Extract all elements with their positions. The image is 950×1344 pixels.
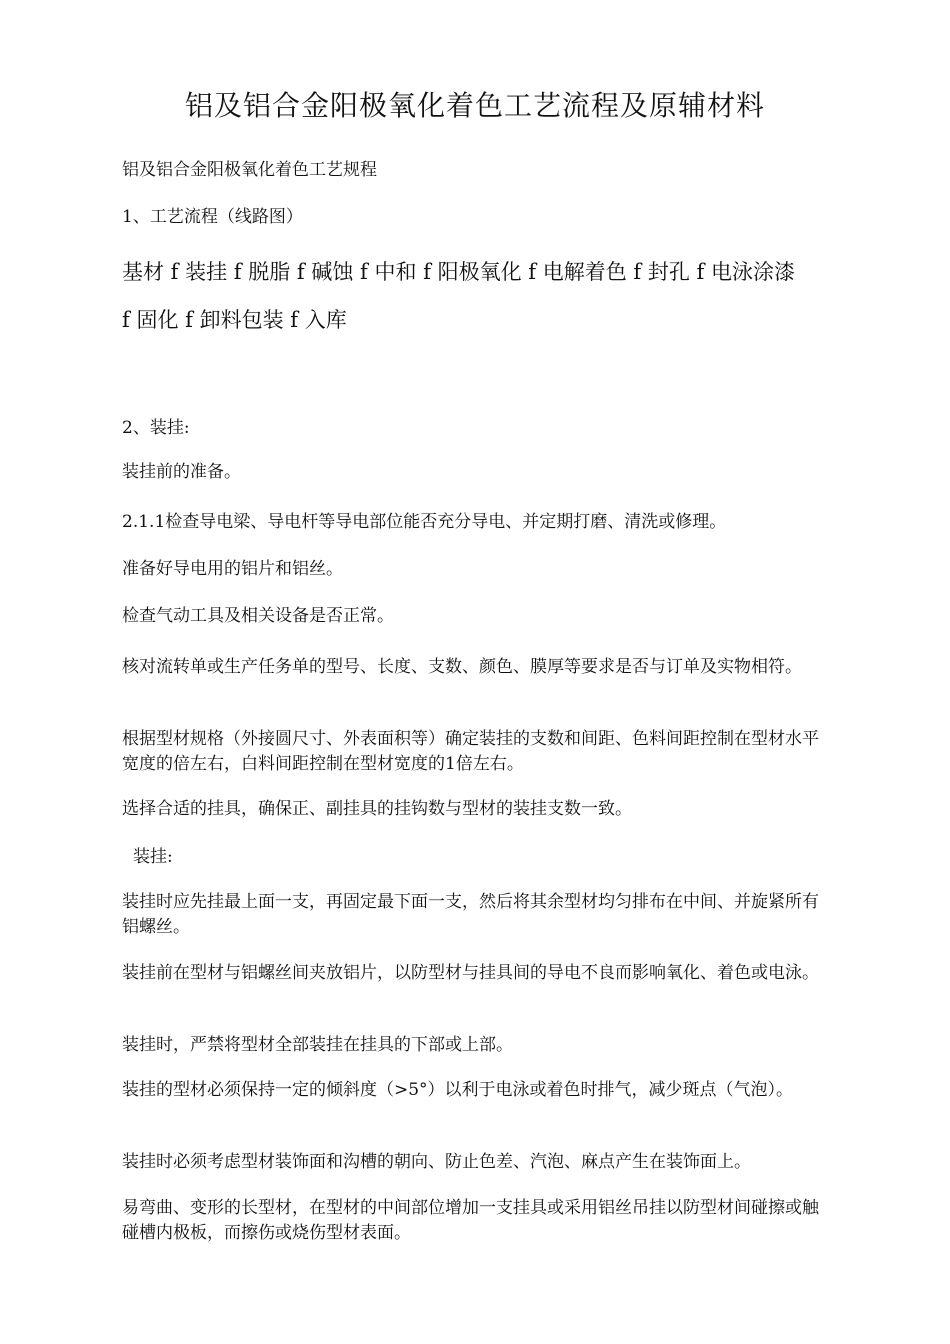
paragraph-verify-order: 核对流转单或生产任务单的型号、长度、支数、颜色、膜厚等要求是否与订单及实物相符。	[122, 657, 802, 677]
paragraph-check-tools: 检查气动工具及相关设备是否正常。	[122, 606, 394, 626]
paragraph-2-1-1: 2.1.1检查导电梁、导电杆等导电部位能否充分导电、并定期打磨、清洗或修理。	[122, 512, 727, 532]
section-2-heading: 2、装挂:	[122, 418, 190, 438]
section-1-heading: 1、工艺流程（线路图）	[122, 207, 303, 227]
paragraph-prepare-aluminum: 准备好导电用的铝片和铝丝。	[122, 559, 343, 579]
process-flow-line-2: f 固化 f 卸料包装 f 入库	[122, 308, 347, 332]
process-flow-line-1: 基材 f 装挂 f 脱脂 f 碱蚀 f 中和 f 阳极氧化 f 电解着色 f 封孔 f 电泳涂漆	[122, 260, 795, 284]
paragraph-hang-4: 装挂的型材必须保持一定的倾斜度（>5°）以利于电泳或着色时排气，减少斑点（气泡）。	[122, 1080, 794, 1100]
paragraph-hang-6: 易弯曲、变形的长型材，在型材的中间部位增加一支挂具或采用铝丝吊挂以防型材间碰擦或触碰槽内极板，而擦伤或烧伤型材表面。	[122, 1198, 819, 1243]
paragraph-hang-1: 装挂时应先挂最上面一支，再固定最下面一支，然后将其余型材均匀排布在中间、并旋紧所有铝螺丝。	[122, 892, 819, 937]
paragraph-hang-3: 装挂时，严禁将型材全部装挂在挂具的下部或上部。	[122, 1035, 513, 1055]
paragraph-spacing: 根据型材规格（外接圆尺寸、外表面积等）确定装挂的支数和间距、色料间距控制在型材水平宽度的倍左右，白料间距控制在型材宽度的1倍左右。	[122, 729, 819, 774]
subtitle: 铝及铝合金阳极氧化着色工艺规程	[122, 160, 377, 180]
document-title: 铝及铝合金阳极氧化着色工艺流程及原辅材料	[184, 89, 765, 122]
paragraph-hang-heading: 装挂:	[133, 847, 173, 867]
paragraph-preparation: 装挂前的准备。	[122, 462, 241, 482]
paragraph-select-rack: 选择合适的挂具，确保正、副挂具的挂钩数与型材的装挂支数一致。	[122, 799, 632, 819]
paragraph-hang-2: 装挂前在型材与铝螺丝间夹放铝片，以防型材与挂具间的导电不良而影响氧化、着色或电泳。	[122, 963, 819, 983]
paragraph-hang-5: 装挂时必须考虑型材装饰面和沟槽的朝向、防止色差、汽泡、麻点产生在装饰面上。	[122, 1152, 751, 1172]
